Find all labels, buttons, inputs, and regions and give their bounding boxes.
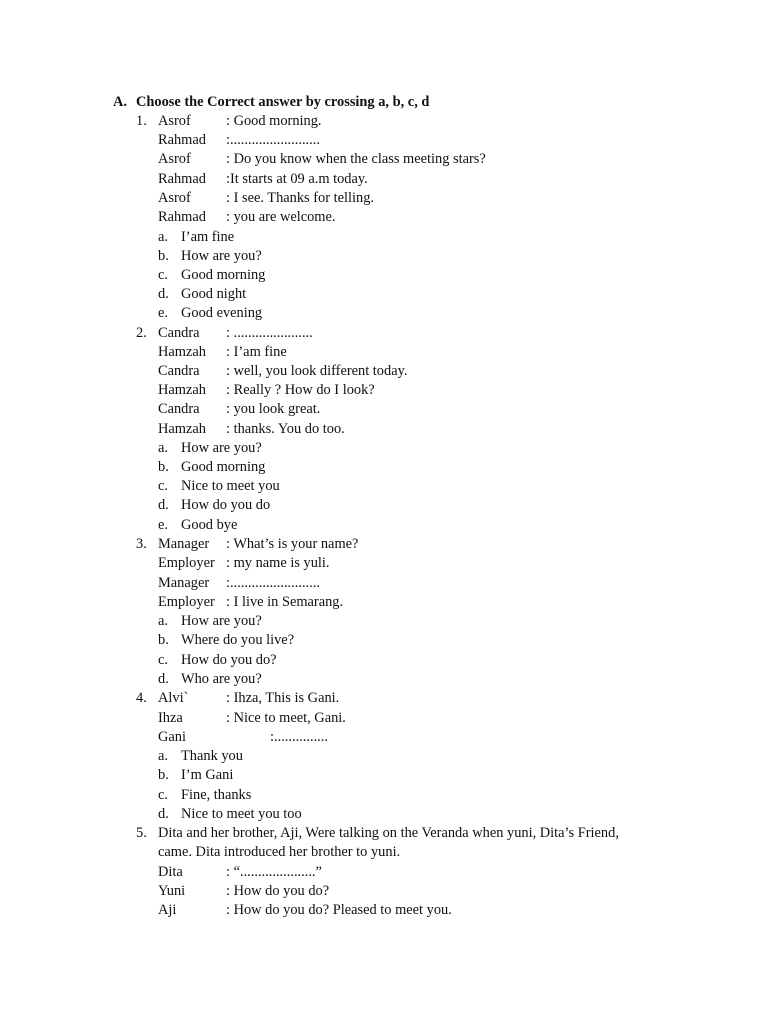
dialogue-text: : Good morning. — [226, 113, 322, 129]
speaker-name: Employer — [158, 555, 215, 571]
question-number: 4. — [136, 690, 147, 706]
question-number: 3. — [136, 536, 147, 552]
option-label: b. — [158, 632, 169, 648]
answer-blank: : “.....................” — [226, 864, 322, 880]
question-number: 5. — [136, 825, 147, 841]
speaker-name: Ihza — [158, 710, 183, 726]
option-label: b. — [158, 459, 169, 475]
option-label: e. — [158, 517, 168, 533]
answer-blank: : ...................... — [226, 325, 313, 341]
speaker-name: Hamzah — [158, 344, 206, 360]
dialogue-text: : you are welcome. — [226, 209, 336, 225]
dialogue-text: : you look great. — [226, 401, 321, 417]
option-label: a. — [158, 229, 168, 245]
speaker-name: Rahmad — [158, 171, 206, 187]
speaker-name: Employer — [158, 594, 215, 610]
speaker-name: Dita — [158, 864, 183, 880]
speaker-name: Manager — [158, 575, 210, 591]
dialogue-text: : well, you look different today. — [226, 363, 408, 379]
option-label: c. — [158, 787, 168, 803]
dialogue-text: : Really ? How do I look? — [226, 382, 375, 398]
option-label: d. — [158, 497, 169, 513]
speaker-name: Hamzah — [158, 382, 206, 398]
speaker-name: Hamzah — [158, 421, 206, 437]
option-text: How are you? — [181, 613, 262, 629]
option-text: How do you do — [181, 497, 271, 513]
answer-blank: :............... — [270, 729, 328, 745]
speaker-name: Alvi` — [158, 690, 189, 706]
speaker-name: Rahmad — [158, 132, 206, 148]
option-text: Nice to meet you too — [181, 806, 302, 822]
option-text: Who are you? — [181, 671, 262, 687]
section-letter: A. — [113, 94, 127, 110]
dialogue-text: :It starts at 09 a.m today. — [226, 171, 368, 187]
speaker-name: Candra — [158, 325, 200, 341]
dialogue-text: : How do you do? Pleased to meet you. — [226, 902, 452, 918]
dialogue-text: : Do you know when the class meeting stars? — [226, 151, 486, 167]
option-text: I’am fine — [181, 229, 235, 245]
option-label: a. — [158, 748, 168, 764]
option-text: Good bye — [181, 517, 238, 533]
option-text: How are you? — [181, 440, 262, 456]
dialogue-text: : What’s is your name? — [226, 536, 359, 552]
dialogue-text: : I see. Thanks for telling. — [226, 190, 375, 206]
option-text: Good morning — [181, 459, 266, 475]
option-text: Good morning — [181, 267, 266, 283]
option-text: Good night — [181, 286, 247, 302]
narration-line: Dita and her brother, Aji, Were talking on the Veranda when yuni, Dita’s Friend, — [158, 825, 619, 841]
speaker-name: Aji — [158, 902, 177, 918]
option-label: a. — [158, 613, 168, 629]
dialogue-text: : my name is yuli. — [226, 555, 330, 571]
speaker-name: Rahmad — [158, 209, 206, 225]
option-text: Good evening — [181, 305, 263, 321]
option-label: a. — [158, 440, 168, 456]
option-label: e. — [158, 305, 168, 321]
answer-blank: :......................... — [226, 575, 320, 591]
option-text: Thank you — [181, 748, 243, 764]
dialogue-text: : How do you do? — [226, 883, 330, 899]
speaker-name: Asrof — [158, 190, 191, 206]
option-label: d. — [158, 671, 169, 687]
dialogue-text: : I’am fine — [226, 344, 287, 360]
option-label: c. — [158, 652, 168, 668]
speaker-name: Asrof — [158, 151, 191, 167]
option-label: d. — [158, 286, 169, 302]
speaker-name: Gani — [158, 729, 186, 745]
question-number: 2. — [136, 325, 147, 341]
option-text: Nice to meet you — [181, 478, 280, 494]
section-title: Choose the Correct answer by crossing a, b, c, d — [136, 94, 430, 110]
speaker-name: Asrof — [158, 113, 191, 129]
question-number: 1. — [136, 113, 147, 129]
answer-blank: :......................... — [226, 132, 320, 148]
option-text: How are you? — [181, 248, 262, 264]
dialogue-text: : Nice to meet, Gani. — [226, 710, 346, 726]
option-label: b. — [158, 248, 169, 264]
option-label: c. — [158, 267, 168, 283]
speaker-name: Candra — [158, 363, 200, 379]
option-label: d. — [158, 806, 169, 822]
option-text: How do you do? — [181, 652, 277, 668]
option-text: I’m Gani — [181, 767, 234, 783]
option-label: b. — [158, 767, 169, 783]
dialogue-text: : thanks. You do too. — [226, 421, 345, 437]
speaker-name: Candra — [158, 401, 200, 417]
speaker-name: Yuni — [158, 883, 186, 899]
narration-line: came. Dita introduced her brother to yuni. — [158, 844, 401, 860]
option-text: Fine, thanks — [181, 787, 252, 803]
dialogue-text: : Ihza, This is Gani. — [226, 690, 340, 706]
speaker-name: Manager — [158, 536, 210, 552]
dialogue-text: : I live in Semarang. — [226, 594, 344, 610]
option-label: c. — [158, 478, 168, 494]
option-text: Where do you live? — [181, 632, 295, 648]
